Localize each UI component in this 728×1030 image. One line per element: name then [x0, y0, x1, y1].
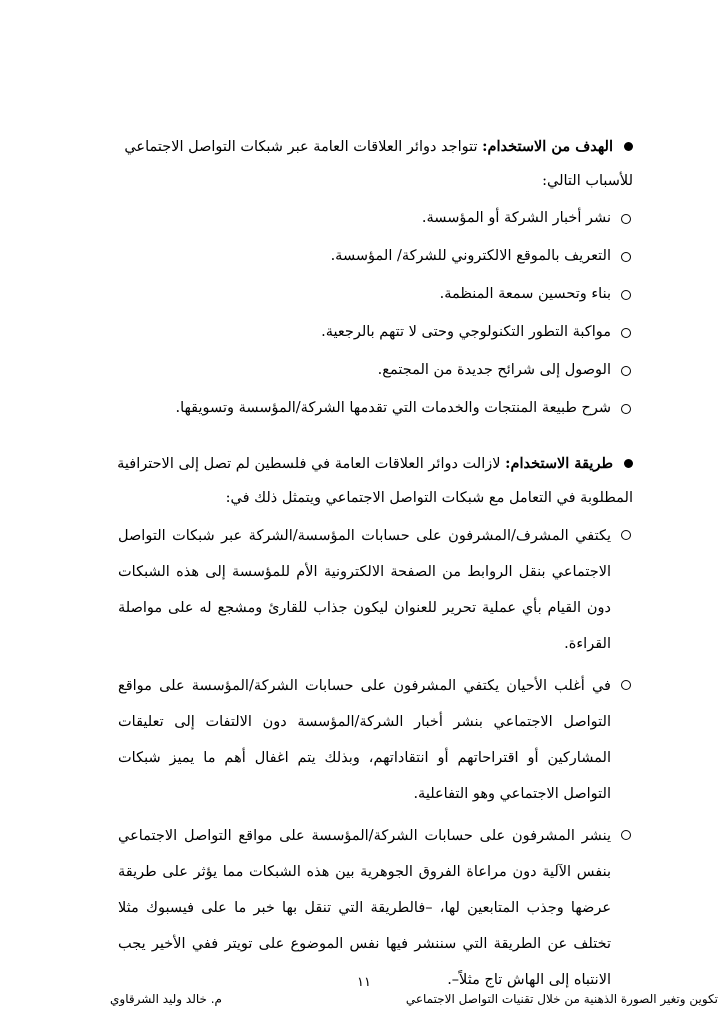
circle-bullet-icon [621, 252, 631, 262]
list-item [118, 241, 633, 271]
circle-bullet-icon [621, 328, 631, 338]
list-item-text: في أغلب الأحيان يكتفي المشرفون على حسابات الشركة/المؤسسة على مواقع التواصل الاجتماعي بنشر أخبار الشركة/المؤسسة دون الالتفات إلى تعليقات المشاركين أو اقتراحاتهم أو انتقاداتهم، وبذلك يتم اغفال أهم ما يميز شبكات التواصل الاجتماعي وهو التفاعلية. [118, 678, 611, 802]
list-item-text: شرح طبيعة المنتجات والخدمات التي تقدمها الشركة/المؤسسة وتسويقها. [175, 400, 611, 416]
section-heading: طريقة الاستخدام: [505, 455, 613, 472]
circle-bullet-icon [621, 214, 631, 224]
list-item-text: بناء وتحسين سمعة المنظمة. [439, 286, 611, 302]
bullet-dot-icon [624, 142, 633, 151]
list-item [118, 317, 633, 347]
paragraph-continuation: المطلوبة في التعامل مع شبكات التواصل الاجتماعي ويتمثل ذلك في: [225, 490, 633, 506]
circle-bullet-icon [621, 404, 631, 414]
circle-bullet-icon [621, 680, 631, 690]
sub-list [118, 203, 633, 423]
circle-bullet-icon [621, 290, 631, 300]
paragraph-continuation: للأسباب التالي: [542, 173, 633, 189]
bullet-paragraph [118, 450, 633, 478]
section-purpose [118, 133, 633, 423]
bullet-dot-icon [624, 459, 633, 468]
list-item-text: نشر أخبار الشركة أو المؤسسة. [421, 210, 611, 226]
list-item-text: الوصول إلى شرائح جديدة من المجتمع. [377, 362, 611, 378]
section-heading: الهدف من الاستخدام: [482, 138, 613, 155]
list-item [118, 818, 633, 998]
list-item-text: مواكبة التطور التكنولوجي وحتى لا تتهم بالرجعية. [321, 324, 611, 340]
list-item-text: يكتفي المشرف/المشرفون على حسابات المؤسسة/الشركة عبر شبكات التواصل الاجتماعي بنقل الروابط من الصفحة الالكترونية الأم للمؤسسة إلى هذه الشبكات دون القيام بأي عملية تحرير للعنوان ليكون جذاب للقارئ ومشجع له على مواصلة القراءة. [118, 528, 611, 652]
list-item [118, 668, 633, 812]
page-footer [0, 992, 728, 1016]
list-item [118, 518, 633, 662]
footer-author: م. خالد وليد الشرقاوي [110, 992, 222, 1006]
bullet-paragraph [118, 133, 633, 161]
paragraph-text: تتواجد دوائر العلاقات العامة عبر شبكات التواصل الاجتماعي [124, 139, 483, 155]
list-item [118, 203, 633, 233]
circle-bullet-icon [621, 530, 631, 540]
list-item [118, 393, 633, 423]
list-item-text: ينشر المشرفون على حسابات الشركة/المؤسسة على مواقع التواصل الاجتماعي بنفس الآلية دون مراعاة الفروق الجوهرية بين هذه الشبكات مما يؤثر على طريقة عرضها وجذب المتابعين لها، –فالطريقة التي تنقل بها خبر ما على فيسبوك مثلا تختلف عن الطريقة التي سننشر فيها نفس الموضوع على تويتر ففي الأخير يجب الانتباه إلى الهاش تاج مثلاً–. [118, 828, 611, 988]
list-item-text: التعريف بالموقع الالكتروني للشركة/ المؤسسة. [330, 248, 611, 264]
section-method [118, 450, 633, 998]
sub-list [118, 518, 633, 998]
circle-bullet-icon [621, 366, 631, 376]
list-item [118, 279, 633, 309]
circle-bullet-icon [621, 830, 631, 840]
paragraph-text: لازالت دوائر العلاقات العامة في فلسطين لم تصل إلى الاحترافية [117, 456, 506, 472]
page-number: ١١ [357, 975, 371, 990]
footer-title: تكوين وتغير الصورة الذهنية من خلال تقنيات التواصل الاجتماعي [405, 992, 718, 1006]
list-item [118, 355, 633, 385]
